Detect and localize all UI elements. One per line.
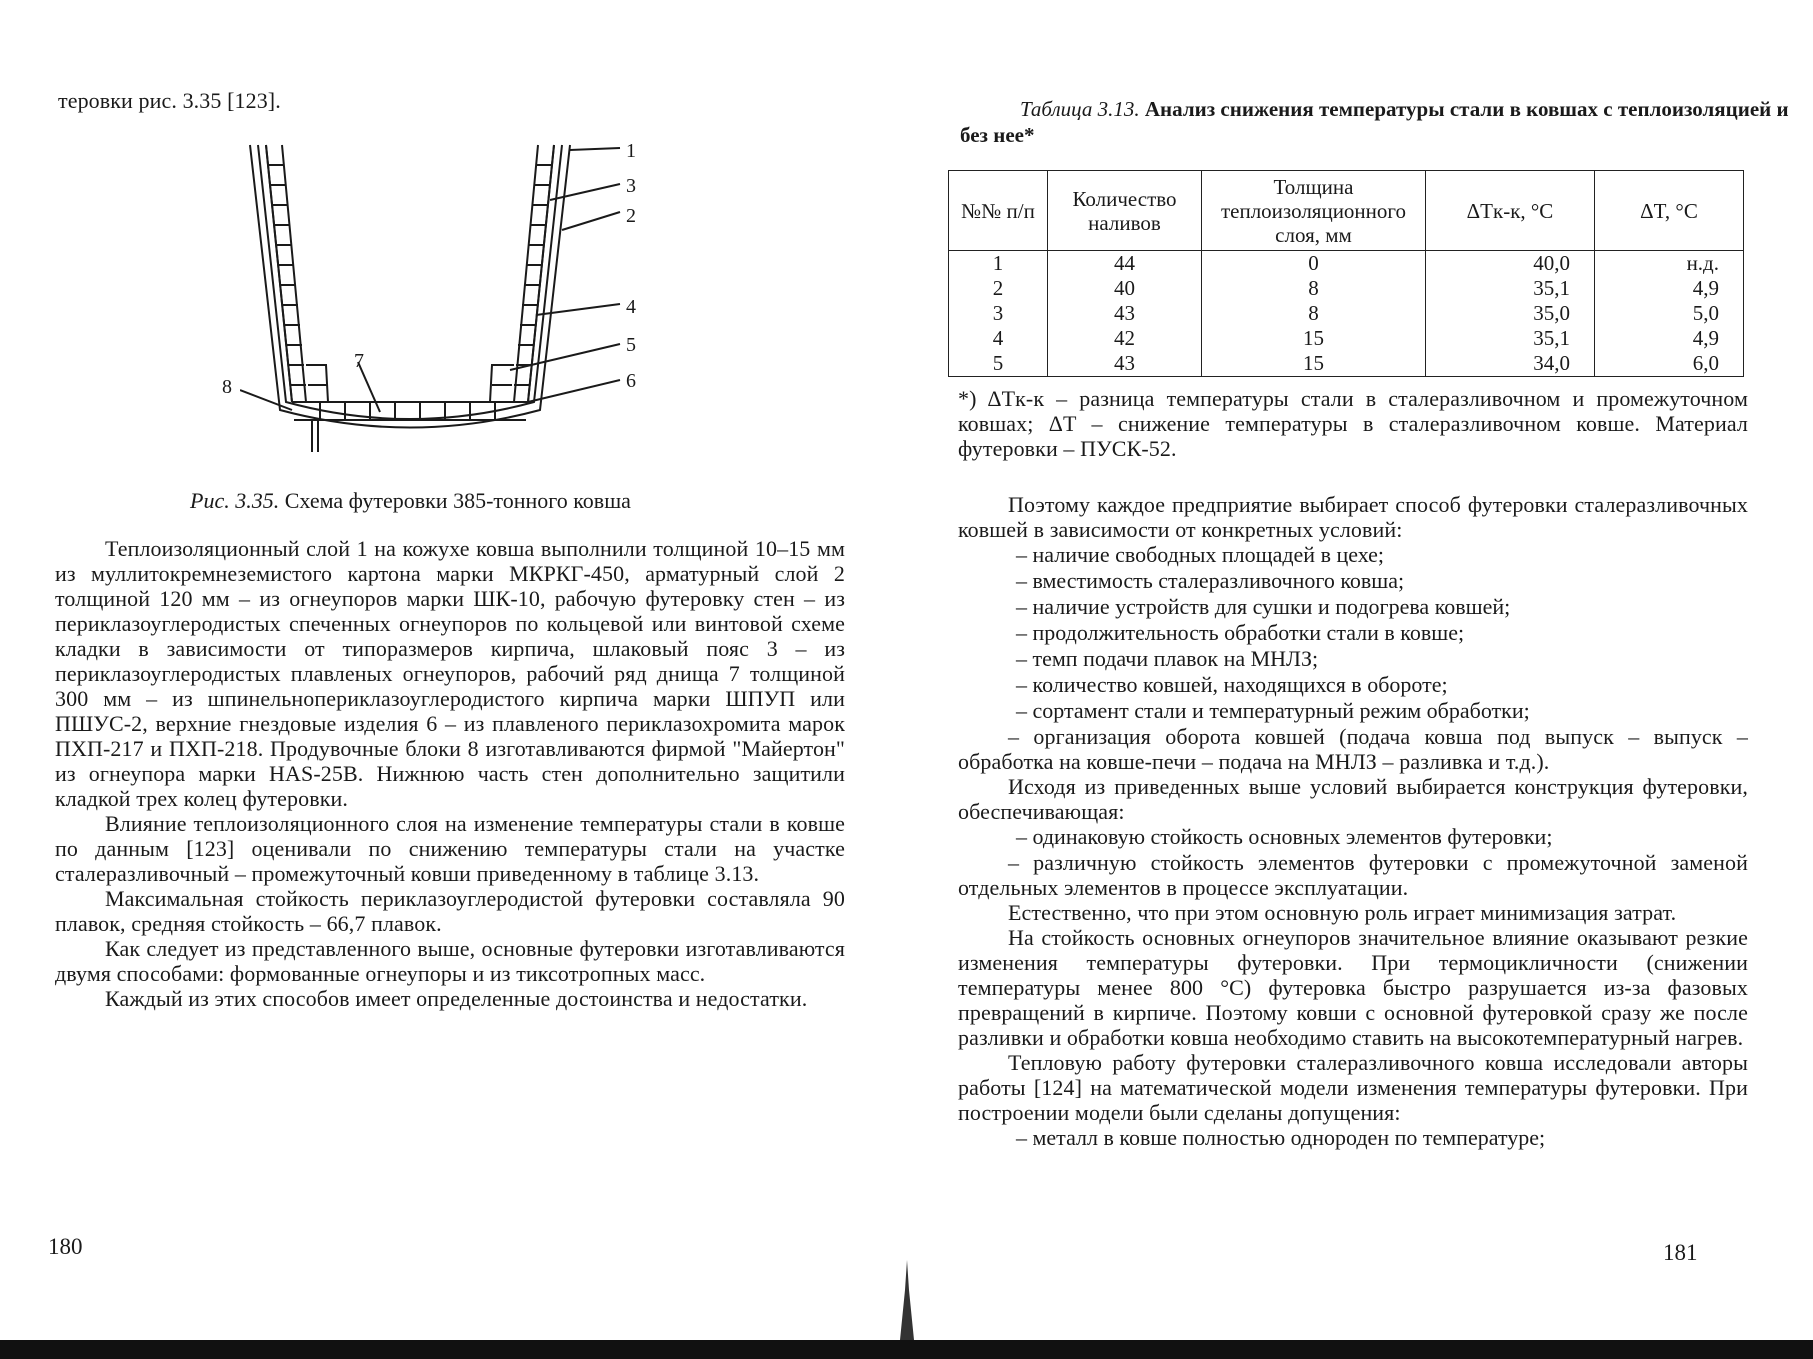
table-footnote: *) ΔTк-к – разница температуры стали в сталеразливочном и промежуточном ковшах; ΔT – снижение температуры в сталеразливочном ковше. Материал футеровки – ПУСК-52. <box>958 386 1748 461</box>
table-title <box>960 96 1813 148</box>
table-row <box>949 351 1744 377</box>
book-spine-shadow <box>898 1260 916 1345</box>
figure-caption <box>190 488 631 514</box>
list-item: – количество ковшей, находящихся в обороте; <box>1016 672 1448 697</box>
paragraph: Естественно, что при этом основную роль играет минимизация затрат. <box>1008 900 1677 925</box>
callout-8: 8 <box>222 376 232 398</box>
table-cell: 1 <box>949 251 1048 277</box>
table-cell: 15 <box>1202 351 1426 377</box>
table-cell: 3 <box>949 301 1048 326</box>
left-body <box>55 536 845 1011</box>
table-cell: 5,0 <box>1595 301 1744 326</box>
paragraph: Как следует из представленного выше, основные футеровки изготавливаются двумя способами: формованные огнеупоры и из тиксотропных масс. <box>55 936 845 986</box>
table-cell: 4,9 <box>1595 276 1744 301</box>
paragraph: На стойкость основных огнеупоров значительное влияние оказывают резкие изменения температуры футеровки. При термоцикличности (снижении температуры менее 800 °С) футеровка быстро разрушается из-за фазовых превращений в кирпиче. Поэтому ковши с основной футеровкой сразу же после разливки и обработки ковша необходимо ставить на высокотемпературный нагрев. <box>958 925 1748 1050</box>
page-number-right: 181 <box>1663 1240 1698 1265</box>
list-item: – вместимость сталеразливочного ковша; <box>1016 568 1405 593</box>
left-top-line: теровки рис. 3.35 [123]. <box>58 88 281 113</box>
list-item-wrapped: – организация оборота ковшей (подача ковша под выпуск – выпуск – обработка на ковше-печи – подача на МНЛЗ – разливка и т.д.). <box>958 724 1748 774</box>
paragraph: Каждый из этих способов имеет определенные достоинства и недостатки. <box>105 986 808 1011</box>
table-cell: 43 <box>1048 301 1202 326</box>
callout-1: 1 <box>626 140 636 162</box>
table-cell: 43 <box>1048 351 1202 377</box>
table-cell: 8 <box>1202 301 1426 326</box>
list-item: – одинаковую стойкость основных элементов футеровки; <box>1016 824 1553 849</box>
header-cell: ΔTк-к, °С <box>1426 171 1595 251</box>
table-row <box>949 326 1744 351</box>
list-item: – продолжительность обработки стали в ковше; <box>1016 620 1465 645</box>
table-cell: 2 <box>949 276 1048 301</box>
table-cell: 44 <box>1048 251 1202 277</box>
callout-2: 2 <box>626 205 636 227</box>
header-cell: Количество наливов <box>1048 171 1202 251</box>
paragraph: Максимальная стойкость периклазоуглеродистой футеровки составляла 90 плавок, средняя стойкость – 66,7 плавок. <box>55 886 845 936</box>
figure-caption-text: Схема футеровки 385-тонного ковша <box>284 488 631 513</box>
callout-3: 3 <box>626 175 636 197</box>
table-cell: 8 <box>1202 276 1426 301</box>
header-cell: №№ п/п <box>949 171 1048 251</box>
table-title-prefix: Таблица 3.13. <box>1020 97 1140 121</box>
list-item: – темп подачи плавок на МНЛЗ; <box>1016 646 1319 671</box>
page-number-left: 180 <box>48 1234 83 1259</box>
table-title-bold: Анализ снижения температуры стали в ковшах с теплоизоляцией и без нее* <box>960 97 1789 147</box>
paragraph: Влияние теплоизоляционного слоя на изменение температуры стали в ковше по данным [123] оценивали по снижению температуры стали на участке сталеразливочный – промежуточный ковши приведенному в таблице 3.13. <box>55 811 845 886</box>
callout-6: 6 <box>626 370 636 392</box>
table-cell: 40,0 <box>1426 251 1595 277</box>
table-header-row <box>949 171 1744 251</box>
table-cell: 35,1 <box>1426 326 1595 351</box>
table-row <box>949 251 1744 277</box>
paragraph-intro: Поэтому каждое предприятие выбирает способ футеровки сталеразливочных ковшей в зависимости от конкретных условий: <box>958 492 1748 542</box>
table-row <box>949 301 1744 326</box>
paragraph: Исходя из приведенных выше условий выбирается конструкция футеровки, обеспечивающая: <box>958 774 1748 824</box>
table-cell: 40 <box>1048 276 1202 301</box>
table-cell: 34,0 <box>1426 351 1595 377</box>
list-item: – наличие устройств для сушки и подогрева ковшей; <box>1016 594 1511 619</box>
table-cell: 35,0 <box>1426 301 1595 326</box>
table-cell: 4,9 <box>1595 326 1744 351</box>
callout-4: 4 <box>626 296 636 318</box>
table-row <box>949 276 1744 301</box>
header-cell: Толщина теплоизоляционного слоя, мм <box>1202 171 1426 251</box>
ladle-lining-figure <box>240 140 660 470</box>
table-cell: 5 <box>949 351 1048 377</box>
callout-7: 7 <box>354 350 364 372</box>
table-cell: н.д. <box>1595 251 1744 277</box>
callout-5: 5 <box>626 334 636 356</box>
list-item: – наличие свободных площадей в цехе; <box>1016 542 1385 567</box>
paragraph: Теплоизоляционный слой 1 на кожухе ковша выполнили толщиной 10–15 мм из муллитокремнеземистого картона марки МКРКГ-450, арматурный слой 2 толщиной 120 мм – из огнеупоров марки ШК-10, рабочую футеровку стен – из периклазоуглеродистых спеченных огнеупоров по кольцевой или винтовой схеме кладки в зависимости от типоразмеров кирпича, шлаковый пояс 3 – из периклазоуглеродистых плавленых огнеупоров, рабочий ряд днища 7 толщиной 300 мм – из шпинельнопериклазоуглеродистого кирпича марки ШПУП или ПШУС-2, верхние гнездовые изделия 6 – из плавленого периклазохромита марок ПХП-217 и ПХП-218. Продувочные блоки 8 изготавливаются фирмой "Майертон" из огнеупора марки HAS-25В. Нижнюю часть стен дополнительно защитили кладкой трех колец футеровки. <box>55 536 845 811</box>
table-cell: 35,1 <box>1426 276 1595 301</box>
figure-caption-prefix: Рис. 3.35. <box>190 488 280 513</box>
table-cell: 0 <box>1202 251 1426 277</box>
data-table <box>948 170 1744 377</box>
list-item: – металл в ковше полностью однороден по температуре; <box>1016 1125 1546 1150</box>
scan-bottom-edge <box>0 1340 1813 1359</box>
list-item-wrapped: – различную стойкость элементов футеровки с промежуточной заменой отдельных элементов в процессе эксплуатации. <box>958 850 1748 900</box>
table-cell: 15 <box>1202 326 1426 351</box>
header-cell: ΔT, °С <box>1595 171 1744 251</box>
table-cell: 42 <box>1048 326 1202 351</box>
list-item: – сортамент стали и температурный режим обработки; <box>1016 698 1530 723</box>
table-cell: 6,0 <box>1595 351 1744 377</box>
table-cell: 4 <box>949 326 1048 351</box>
paragraph: Тепловую работу футеровки сталеразливочного ковша исследовали авторы работы [124] на математической модели изменения температуры футеровки. При построении модели были сделаны допущения: <box>958 1050 1748 1125</box>
right-body <box>958 492 1748 1151</box>
